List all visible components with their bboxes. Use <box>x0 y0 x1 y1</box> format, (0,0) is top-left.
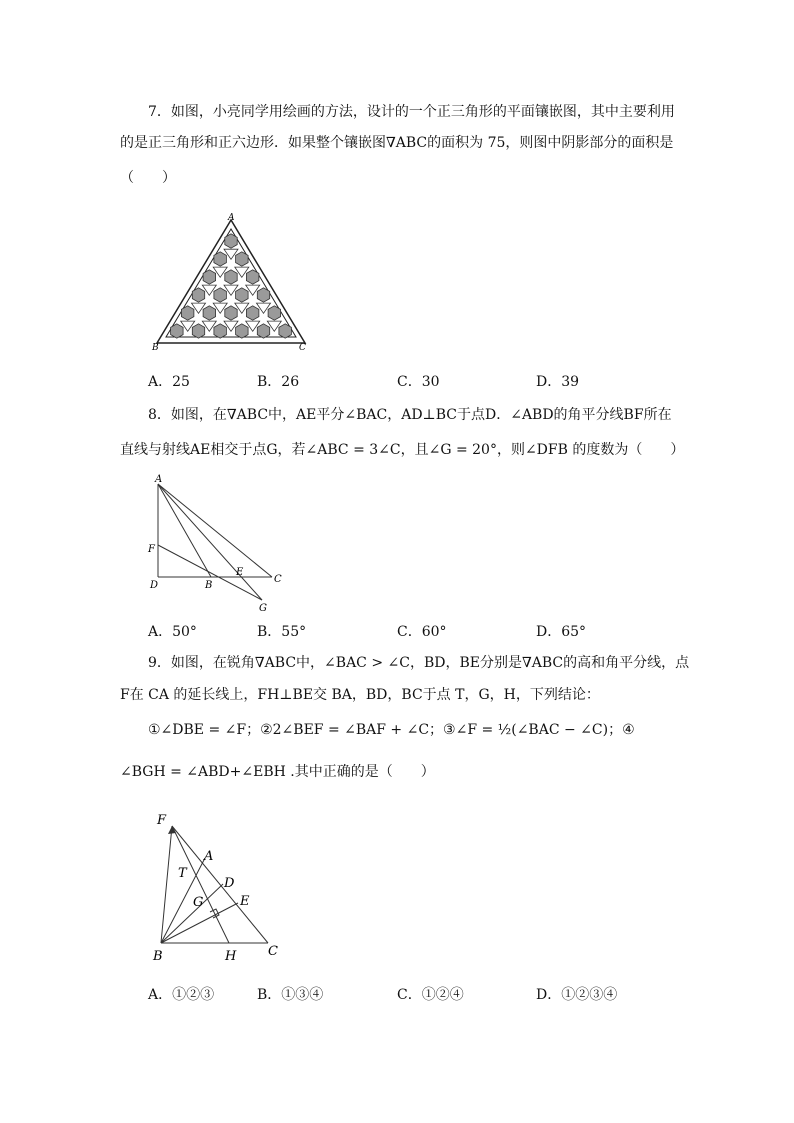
q7-line-3: （ ） <box>120 170 176 186</box>
q9-label-a: A <box>204 849 214 864</box>
q8-option-d[interactable]: D．65° <box>536 624 587 640</box>
q9-option-b[interactable]: B．①③④ <box>257 987 324 1003</box>
q8-label-g: G <box>259 603 267 614</box>
q9-segment-bd <box>161 884 223 943</box>
q7-option-b[interactable]: B．26 <box>257 374 300 390</box>
q8-line-1: 8．如图，在∇ABC中，AE平分∠BAC，AD⊥BC于点D．∠ABD的角平分线BF所在 <box>148 407 672 423</box>
q7-label-c: C <box>299 343 306 353</box>
q9-label-t: T <box>178 866 187 881</box>
q8-option-a[interactable]: A．50° <box>148 624 197 640</box>
q8-label-e: E <box>236 567 244 578</box>
q9-line-3: ①∠DBE = ∠F；②2∠BEF = ∠BAF + ∠C；③∠F = ½(∠BAC − ∠C)；④ <box>148 722 635 738</box>
q9-label-e: E <box>240 894 250 909</box>
q9-label-b: B <box>153 949 163 964</box>
q9-line-4: ∠BGH = ∠ABD+∠EBH .其中正确的是（ ） <box>120 764 435 780</box>
q9-label-f: F <box>157 813 167 828</box>
q9-label-h: H <box>225 949 237 964</box>
q9-option-a[interactable]: A．①②③ <box>148 987 215 1003</box>
q9-option-c[interactable]: C．①②④ <box>397 987 464 1003</box>
q7-option-d[interactable]: D．39 <box>536 374 580 390</box>
q9-line-1: 9．如图，在锐角∇ABC中，∠BAC > ∠C，BD，BE分别是∇ABC的高和角平分线，点 <box>148 655 690 671</box>
q8-label-a: A <box>155 474 163 485</box>
q8-label-c: C <box>274 574 282 585</box>
q7-label-a: A <box>228 213 235 223</box>
q7-label-b: B <box>152 343 159 353</box>
q8-label-d: D <box>150 580 159 591</box>
q7-option-c[interactable]: C．30 <box>397 374 440 390</box>
q7-line-2: 的是正三角形和正六边形．如果整个镶嵌图∇ABC的面积为 75，则图中阴影部分的面积是 <box>120 135 674 151</box>
q9-line-2: F在 CA 的延长线上，FH⊥BE交 BA，BD，BC于点 T，G，H，下列结论： <box>120 687 600 703</box>
q8-option-c[interactable]: C．60° <box>397 624 447 640</box>
q9-label-g: G <box>193 895 204 910</box>
q7-option-a[interactable]: A．25 <box>148 374 190 390</box>
q8-label-b: B <box>205 580 213 591</box>
q9-option-d[interactable]: D．①②③④ <box>536 987 618 1003</box>
q8-option-b[interactable]: B．55° <box>257 624 307 640</box>
q7-line-1: 7．如图，小亮同学用绘画的方法，设计的一个正三角形的平面镶嵌图，其中主要利用 <box>148 104 675 120</box>
q9-label-c: C <box>268 944 278 959</box>
q9-label-d: D <box>224 876 235 891</box>
q8-line-2: 直线与射线AE相交于点G，若∠ABC = 3∠C，且∠G = 20°，则∠DFB 的度数为（ ） <box>120 442 685 458</box>
q8-label-f: F <box>148 544 155 555</box>
